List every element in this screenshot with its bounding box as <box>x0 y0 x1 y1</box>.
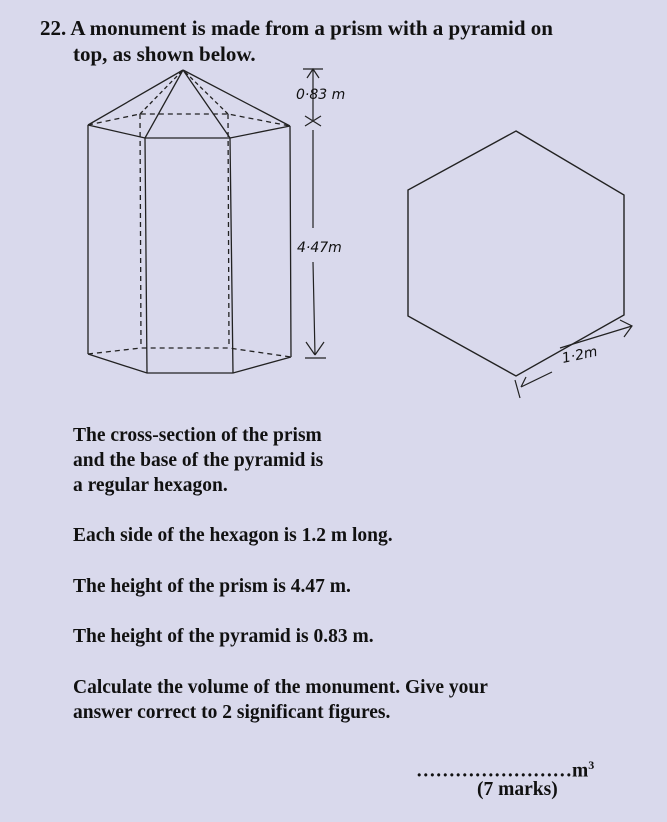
question-line-1: A monument is made from a prism with a pyramid on <box>70 16 553 40</box>
prism-hidden-edges <box>140 114 229 348</box>
pyramid-height-label: 0·83 m <box>296 87 346 103</box>
side-length-label: 1·2m <box>560 343 599 367</box>
hexagon-cross-section <box>408 131 624 376</box>
cross-section-line-3: a regular hexagon. <box>73 475 228 496</box>
question-number: 22. <box>40 16 67 40</box>
top-hexagon-front-edges <box>88 125 290 138</box>
prism-height-label: 4·47m <box>297 240 342 256</box>
bottom-hexagon-front-edges <box>88 354 291 373</box>
monument-solid <box>88 70 291 373</box>
task-line-1: Calculate the volume of the monument. Give your <box>73 677 488 698</box>
bottom-hexagon-back-edges <box>88 348 291 357</box>
answer-unit-power: 3 <box>588 758 595 772</box>
cross-section-line-1: The cross-section of the prism <box>73 425 322 446</box>
prism-visible-edges <box>88 125 291 373</box>
cross-section-line-2: and the base of the pyramid is <box>73 450 324 471</box>
question-line-2: top, as shown below. <box>73 42 256 66</box>
marks-label: (7 marks) <box>477 779 558 800</box>
side-length-statement: Each side of the hexagon is 1.2 m long. <box>73 525 393 546</box>
prism-height-statement: The height of the prism is 4.47 m. <box>73 576 351 597</box>
task-line-2: answer correct to 2 significant figures. <box>73 702 391 723</box>
pyramid-hidden-edges <box>140 70 228 114</box>
pyramid-height-statement: The height of the pyramid is 0.83 m. <box>73 626 374 647</box>
monument-diagram <box>0 0 667 410</box>
pyramid-visible-edges <box>88 70 290 138</box>
answer-dots: …………………… <box>416 760 572 782</box>
top-hexagon-back-edges <box>88 114 290 126</box>
answer-unit: m <box>572 760 589 782</box>
